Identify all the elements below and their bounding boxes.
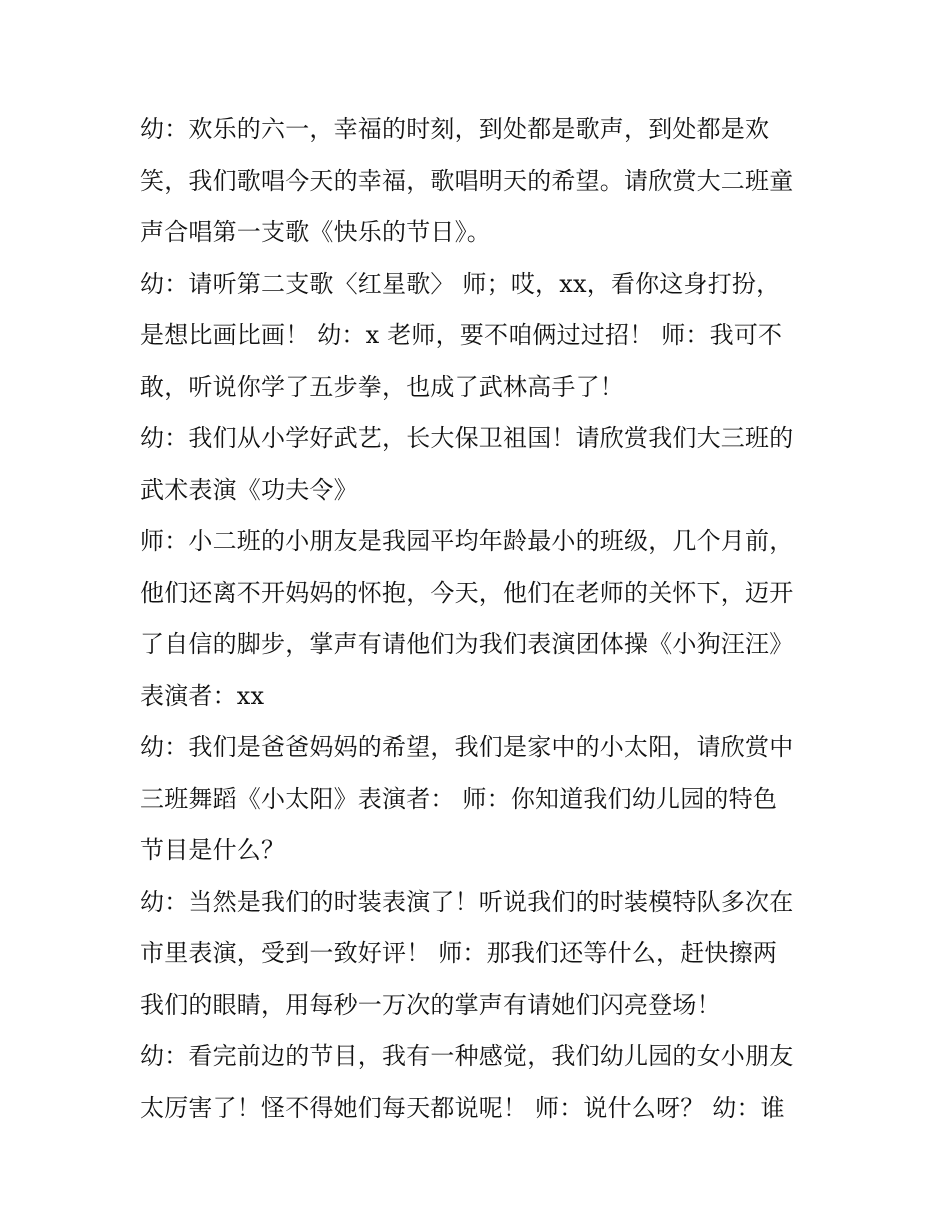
document-body <box>140 107 820 1137</box>
text-line: 敢，听说你学了五步拳，也成了武林高手了！ <box>140 372 624 401</box>
text-line: 声合唱第一支歌《快乐的节日》。 <box>140 218 491 246</box>
text-line: 表演者：xx <box>140 681 265 710</box>
text-line: 笑，我们歌唱今天的幸福，歌唱明天的希望。请欣赏大二班童 <box>140 166 794 195</box>
text-line: 幼：请听第二支歌〈红星歌〉 师；哎，xx，看你这身打扮， <box>140 269 781 298</box>
text-line: 三班舞蹈《小太阳》表演者： 师：你知道我们幼儿园的特色 <box>140 784 778 813</box>
text-line: 幼：我们是爸爸妈妈的希望，我们是家中的小太阳，请欣赏中 <box>140 733 794 761</box>
text-line: 幼：欢乐的六一，幸福的时刻，到处都是歌声，到处都是欢 <box>140 115 770 143</box>
text-line: 他们还离不开妈妈的怀抱，今天，他们在老师的关怀下，迈开 <box>140 578 794 607</box>
text-line: 武术表演《功夫令》 <box>140 475 358 504</box>
text-line: 节目是什么？ <box>140 836 286 864</box>
text-line: 幼：当然是我们的时装表演了！听说我们的时装模特队多次在 <box>140 887 794 916</box>
text-line: 市里表演，受到一致好评！ 师：那我们还等什么，赶快擦两 <box>140 939 778 967</box>
text-line: 了自信的脚步，掌声有请他们为我们表演团体操《小狗汪汪》 <box>140 630 794 658</box>
text-line: 太厉害了！怪不得她们每天都说呢！ 师：说什么呀？ 幼：谁 <box>140 1093 785 1122</box>
text-line: 我们的眼睛，用每秒一万次的掌声有请她们闪亮登场！ <box>140 990 721 1019</box>
text-line: 幼：看完前边的节目，我有一种感觉，我们幼儿园的女小朋友 <box>140 1042 794 1070</box>
text-line: 幼：我们从小学好武艺，长大保卫祖国！请欣赏我们大三班的 <box>140 424 794 452</box>
text-line: 是想比画比画！ 幼：x 老师，要不咱俩过过招！ 师：我可不 <box>140 321 783 349</box>
text-line: 师：小二班的小朋友是我园平均年龄最小的班级，几个月前， <box>140 527 794 555</box>
